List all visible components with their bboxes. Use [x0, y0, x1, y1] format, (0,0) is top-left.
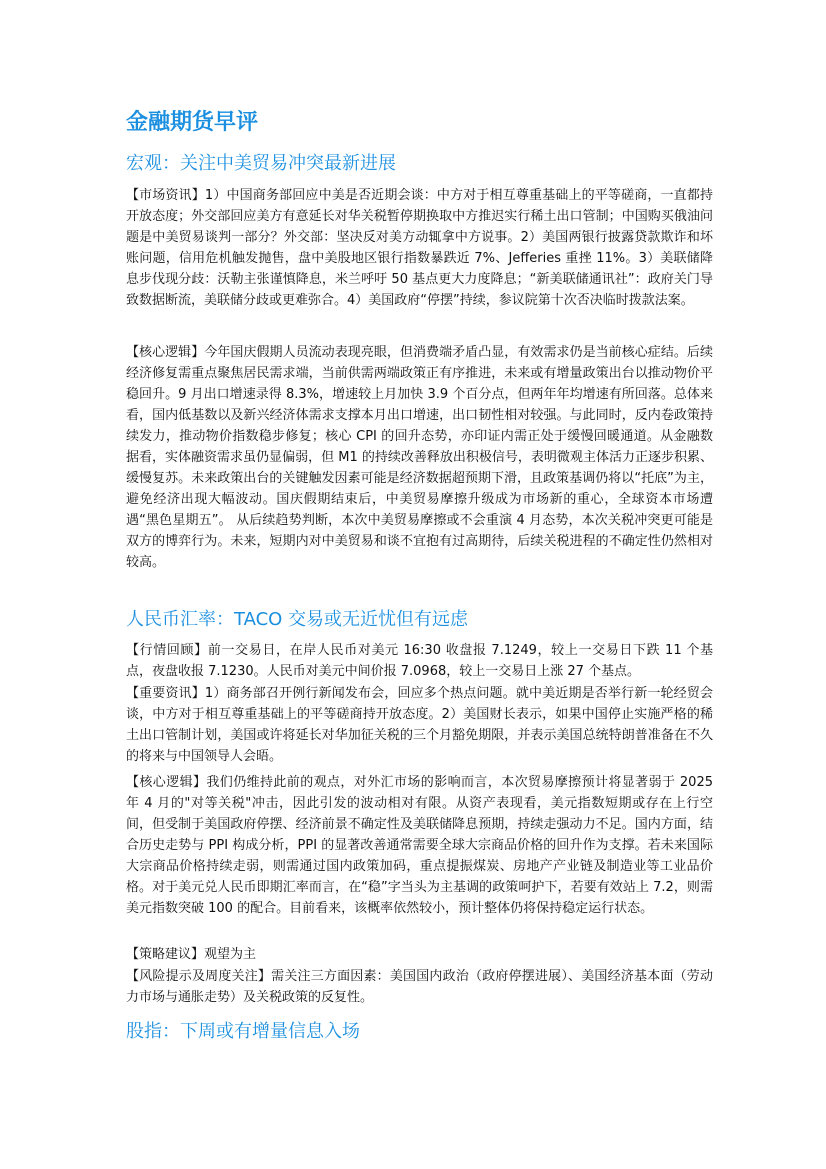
fx-market-review-paragraph [126, 640, 713, 682]
paragraph-tag: 【风险提示及周度关注】 [126, 969, 272, 984]
macro-market-news-paragraph [126, 185, 713, 311]
document-title: 金融期货早评 [126, 110, 259, 135]
paragraph-text: 1）商务部召开例行新闻发布会，回应多个热点问题。就中美近期是否举行新一轮经贸会谈，中方对于相互尊重基础上的平等磋商持开放态度。2）美国财长表示，如果中国停止实施严格的稀土出口管制计划，美国或许将延长对华加征关税的三个月豁免期限，并表示美国总统特朗普准备在不久的将来与中国领导人会晤。 [126, 686, 713, 764]
paragraph-text: 需关注三方面因素：美国国内政治（政府停摆进展）、美国经济基本面（劳动力市场与通胀走势）及关税政策的反复性。 [126, 969, 713, 1005]
fx-risk-paragraph [126, 966, 713, 1008]
paragraph-tag: 【策略建议】 [126, 947, 205, 962]
fx-important-news-paragraph [126, 683, 713, 767]
paragraph-text: 我们仍维持此前的观点，对外汇市场的影响而言，本次贸易摩擦预计将显著弱于 2025 年 4 月的"对等关税"冲击，因此引发的波动相对有限。从资产表现看，美元指数短期或存在上行空间，但受制于美国政府停摆、经济前景不确定性及美联储降息预期，持续走强动力不足。国内方面，结合历史走势与 PPI 构成分析，PPI 的显著改善通常需要全球大宗商品价格的回升作为支撑。若未来国际大宗商品价格持续走弱，则需通过国内政策加码，重点提振煤炭、房地产产业链及制造业等工业品价格。对于美元兑人民币即期汇率而言，在“稳”字当头为主基调的政策呵护下，若要有效站上 7.2，则需美元指数突破 100 的配合。目前看来，该概率依然较小，预计整体仍将保持稳定运行状态。 [126, 775, 713, 916]
fx-core-logic-paragraph [126, 772, 713, 919]
paragraph-tag: 【重要资讯】 [126, 686, 205, 701]
fx-strategy-paragraph [126, 944, 713, 965]
paragraph-tag: 【行情回顾】 [126, 643, 208, 658]
section-heading-rmb-fx: 人民币汇率：TACO 交易或无近忧但有远虑 [126, 609, 469, 630]
section-heading-stock-index: 股指：下周或有增量信息入场 [126, 1021, 360, 1042]
paragraph-text: 观望为主 [204, 947, 257, 962]
paragraph-tag: 【核心逻辑】 [126, 775, 207, 790]
paragraph-text: 1）中国商务部回应中美是否近期会谈：中方对于相互尊重基础上的平等磋商，一直都持开放态度；外交部回应美方有意延长对华关税暂停期换取中方推迟实行稀土出口管制；中国购买俄油问题是中美贸易谈判一部分？外交部：坚决反对美方动辄拿中方说事。2）美国两银行披露贷款欺诈和坏账问题，信用危机触发抛售，盘中美股地区银行指数暴跌近 7%、Jefferies 重挫 11%。3）美联储降息步伐现分歧：沃勒主张谨慎降息，米兰呼吁 50 基点更大力度降息；“新美联储通讯社”：政府关门导致数据断流，美联储分歧或更难弥合。4）美国政府“停摆”持续，参议院第十次否决临时拨款法案。 [126, 188, 713, 308]
paragraph-text: 今年国庆假期人员流动表现亮眼，但消费端矛盾凸显，有效需求仍是当前核心症结。后续经济修复需重点聚焦居民需求端，当前供需两端政策正有序推进，未来或有增量政策出台以推动物价平稳回升。9 月出口增速录得 8.3%，增速较上月加快 3.9 个百分点，但两年年均增速有所回落。总体来看，国内低基数以及新兴经济体需求支撑本月出口增速，出口韧性相对较强。与此同时，反内卷政策持续发力，推动物价指数稳步修复；核心 CPI 的回升态势，亦印证内需正处于缓慢回暖通道。从金融数据看，实体融资需求虽仍显偏弱，但 M1 的持续改善释放出积极信号，表明微观主体活力正逐步积累、缓慢复苏。未来政策出台的关键触发因素可能是经济数据超预期下滑，且政策基调仍将以“托底”为主，避免经济出现大幅波动。国庆假期结束后，中美贸易摩擦升级成为市场新的重心，全球资本市场遭遇“黑色星期五”。 从后续趋势判断，本次中美贸易摩擦或不会重演 4 月态势，本次关税冲突更可能是双方的博弈行为。未来，短期内对中美贸易和谈不宜抱有过高期待，后续关税进程的不确定性仍然相对较高。 [126, 345, 713, 570]
paragraph-tag: 【市场资讯】 [126, 188, 205, 203]
section-heading-macro: 宏观：关注中美贸易冲突最新进展 [126, 153, 396, 174]
paragraph-text: 前一交易日，在岸人民币对美元 16:30 收盘报 7.1249，较上一交易日下跌 11 个基点，夜盘收报 7.1230。人民币对美元中间价报 7.0968，较上一交易日上涨 27 个基点。 [126, 643, 713, 679]
macro-core-logic-paragraph [126, 342, 713, 573]
paragraph-tag: 【核心逻辑】 [126, 345, 205, 360]
